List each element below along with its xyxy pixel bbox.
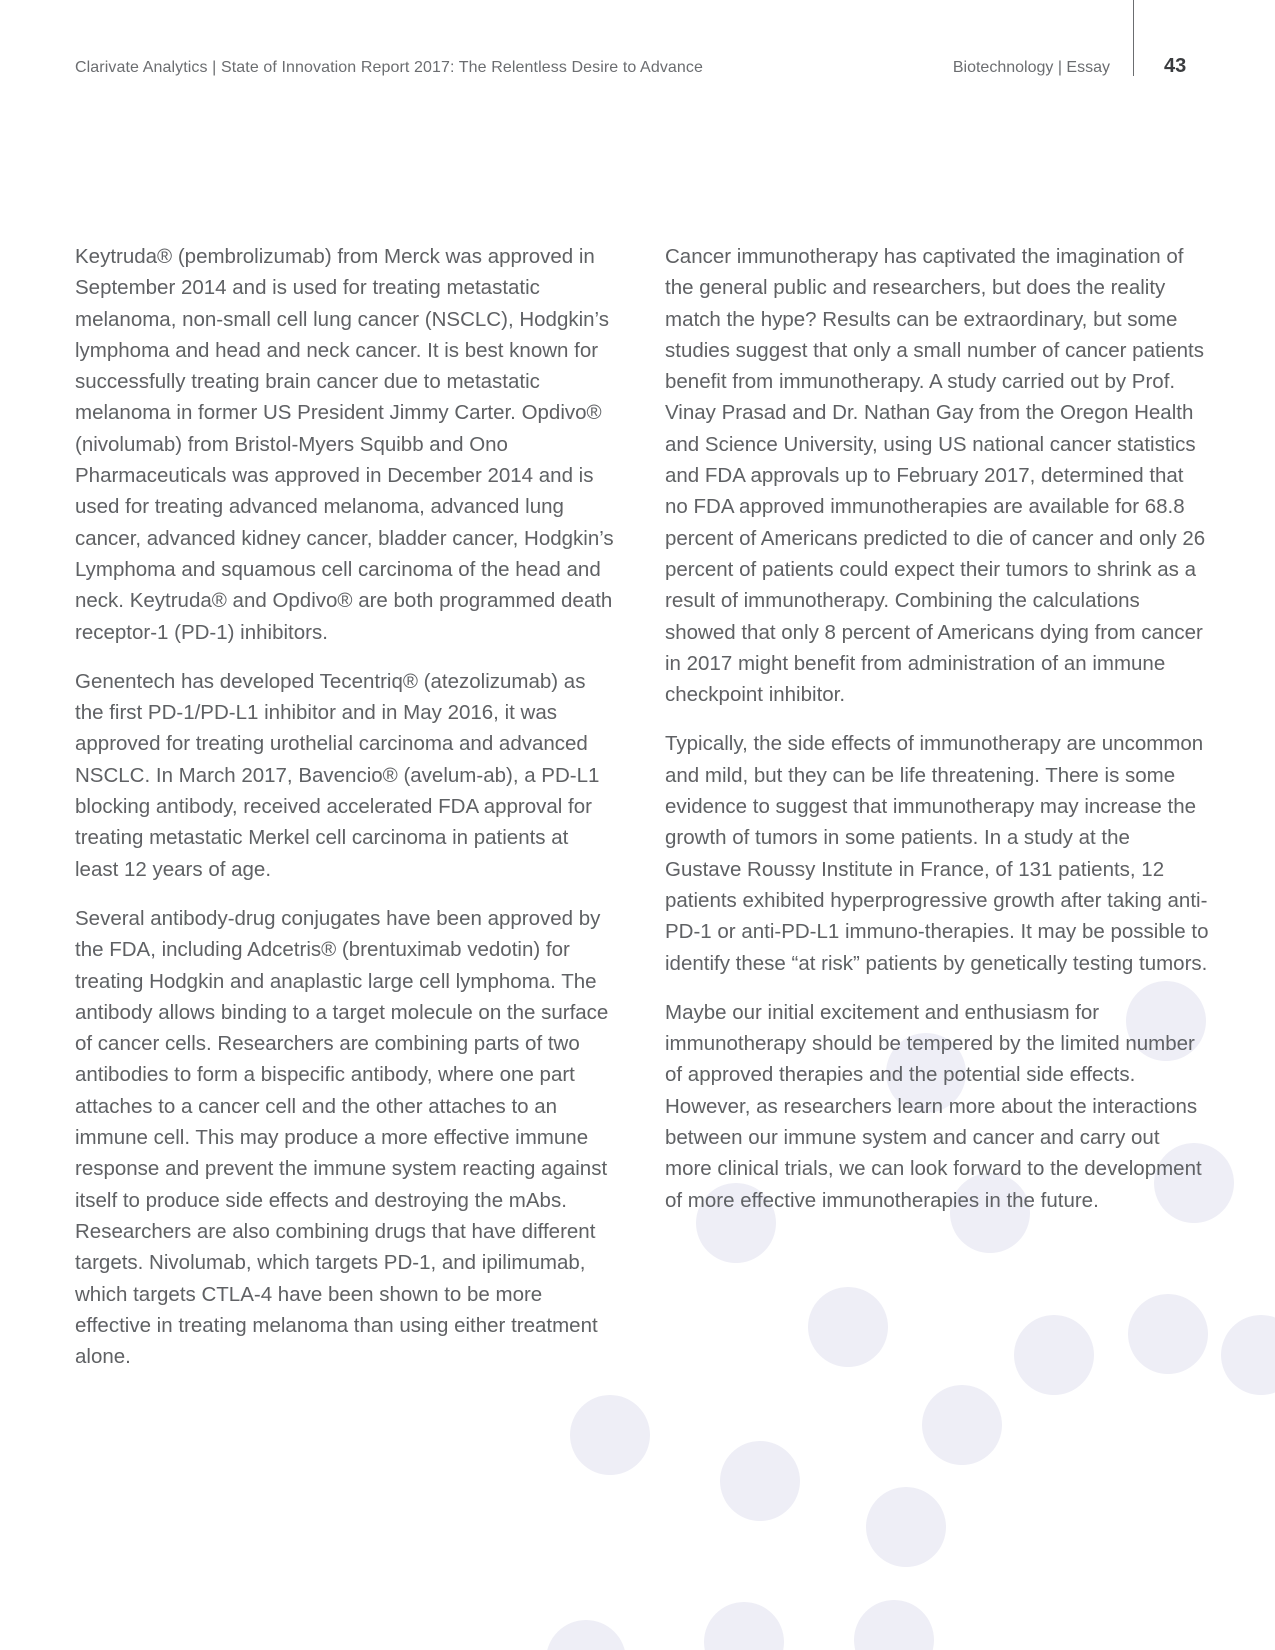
publication-title: Clarivate Analytics | State of Innovation Report 2017: The Relentless Desire to Advance [75,59,704,76]
decorative-dot [720,1441,800,1521]
paragraph: Keytruda® (pembrolizumab) from Merck was approved in September 2014 and is used for treating metastatic melanoma, non-small cell lung cancer (NSCLC), Hodgkin’s lymphoma and head and neck cancer. It is best known for successfully treating brain cancer due to metastatic melanoma in former US President Jimmy Carter. Opdivo® (nivolumab) from Bristol-Myers Squibb and Ono Pharmaceuticals was approved in December 2014 and is used for treating advanced melanoma, advanced lung cancer, advanced kidney cancer, bladder cancer, Hodgkin’s Lymphoma and squamous cell carcinoma of the head and neck. Keytruda® and Opdivo® are both programmed death receptor-1 (PD-1) inhibitors. [75,245,614,644]
decorative-dot [570,1395,650,1475]
section-label: Biotechnology | Essay [952,59,1110,76]
decorative-dot [922,1385,1002,1465]
decorative-dot [1014,1315,1094,1395]
paragraph: Maybe our initial excitement and enthusiasm for immunotherapy should be tempered by the limited number of approved therapies and the potential side effects. However, as researchers learn more about the interactions between our immune system and cancer and carry out more clinical trials, we can look forward to the development of more effective immunotherapies in the future. [665,1000,1202,1212]
decorative-dot [1128,1294,1208,1374]
decorative-dot [704,1602,784,1650]
decorative-dot [546,1620,626,1650]
left-column [75,241,615,1390]
decorative-dot [854,1600,934,1650]
page-number: 43 [1164,55,1187,77]
paragraph: Cancer immunotherapy has captivated the imagination of the general public and researchers, but does the reality match the hype? Results can be extraordinary, but some studies suggest that only a small number of cancer patients benefit from immunotherapy. A study carried out by Prof. Vinay Prasad and Dr. Nathan Gay from the Oregon Health and Science University, using US national cancer statistics and FDA approvals up to February 2017, determined that no FDA approved immunotherapies are available for 68.8 percent of Americans predicted to die of cancer and only 26 percent of patients could expect their tumors to shrink as a result of immunotherapy. Combining the calculations showed that only 8 percent of Americans dying from cancer in 2017 might benefit from administration of an immune checkpoint inhibitor. [665,245,1206,707]
paragraph: Typically, the side effects of immunotherapy are uncommon and mild, but they can be life threatening. There is some evidence to suggest that immunotherapy may increase the growth of tumors in some patients. In a study at the Gustave Roussy Institute in France, of 131 patients, 12 patients exhibited hyperprogressive growth after taking anti-PD-1 or anti-PD-L1 immuno-therapies. It may be possible to identify these “at risk” patients by genetically testing tumors. [665,732,1209,975]
paragraph: Genentech has developed Tecentriq® (atezolizumab) as the first PD-1/PD-L1 inhibitor and in May 2016, it was approved for treating urothelial carcinoma and advanced NSCLC. In March 2017, Bavencio® (avelum-ab), a PD-L1 blocking antibody, received accelerated FDA approval for treating metastatic Merkel cell carcinoma in patients at least 12 years of age. [75,669,600,881]
decorative-dot [866,1487,946,1567]
decorative-dot [1221,1315,1275,1395]
paragraph: Several antibody-drug conjugates have been approved by the FDA, including Adcetris® (brentuximab vedotin) for treating Hodgkin and anaplastic large cell lymphoma. The antibody allows binding to a target molecule on the surface of cancer cells. Researchers are combining parts of two antibodies to form a bispecific antibody, where one part attaches to a cancer cell and the other attaches to an immune cell. This may produce a more effective immune response and prevent the immune system reacting against itself to produce side effects and destroying the mAbs. Researchers are also combining drugs that have different targets. Nivolumab, which targets PD-1, and ipilimumab, which targets CTLA-4 have been shown to be more effective in treating melanoma than using either treatment alone. [75,906,609,1369]
right-column [665,241,1210,1234]
decorative-dot [808,1287,888,1367]
